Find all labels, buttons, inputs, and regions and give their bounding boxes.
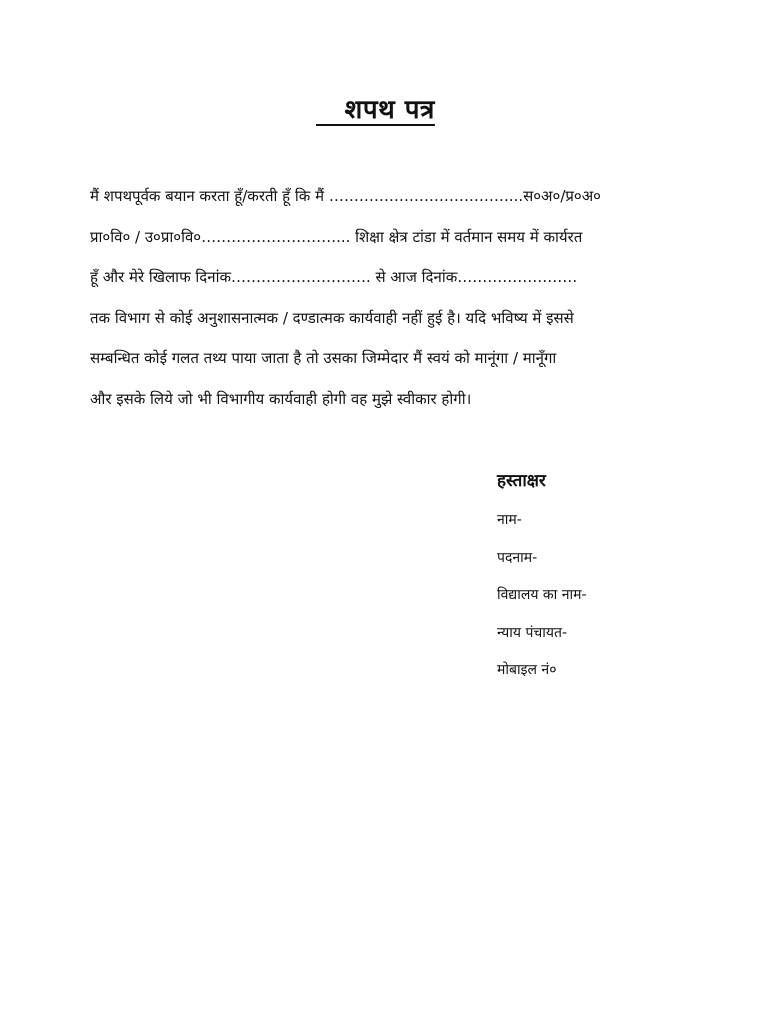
body-line: हूँ और मेरे खिलाफ दिनांक………………………. से आज दिनांक…………………… — [90, 268, 578, 287]
body-line: प्रा०वि० / उ०प्रा०वि०………………………... शिक्षा क्षेत्र टांडा में वर्तमान समय में कार्यरत — [90, 227, 583, 246]
signature-field-mobile: मोबाइल नं० — [497, 662, 557, 678]
affidavit-body — [90, 182, 690, 426]
body-line: और इसके लिये जो भी विभागीय कार्यवाही होगी वह मुझे स्वीकार होगी। — [90, 389, 472, 408]
signature-field-school-name: विद्यालय का नाम- — [497, 587, 587, 603]
body-line: तक विभाग से कोई अनुशासनात्मक / दण्डात्मक कार्यवाही नहीं हुई है। यदि भविष्य में इससे — [90, 308, 574, 327]
signature-block — [497, 468, 747, 696]
signature-heading: हस्ताक्षर — [497, 471, 546, 491]
signature-field-designation: पदनाम- — [497, 549, 538, 566]
body-line: सम्बन्धित कोई गलत तथ्य पाया जाता है तो उसका जिम्मेदार मैं स्वयं को मानूंगा / मानूँगा — [90, 349, 557, 368]
signature-field-name: नाम- — [497, 512, 522, 528]
document-title: शपथ पत्र — [316, 95, 435, 125]
body-line: मैं शपथपूर्वक बयान करता हूँ/करती हूँ कि मैं ………………………………...स०अ०/प्र०अ० — [90, 187, 601, 205]
signature-field-nyay-panchayat: न्याय पंचायत- — [497, 624, 568, 641]
